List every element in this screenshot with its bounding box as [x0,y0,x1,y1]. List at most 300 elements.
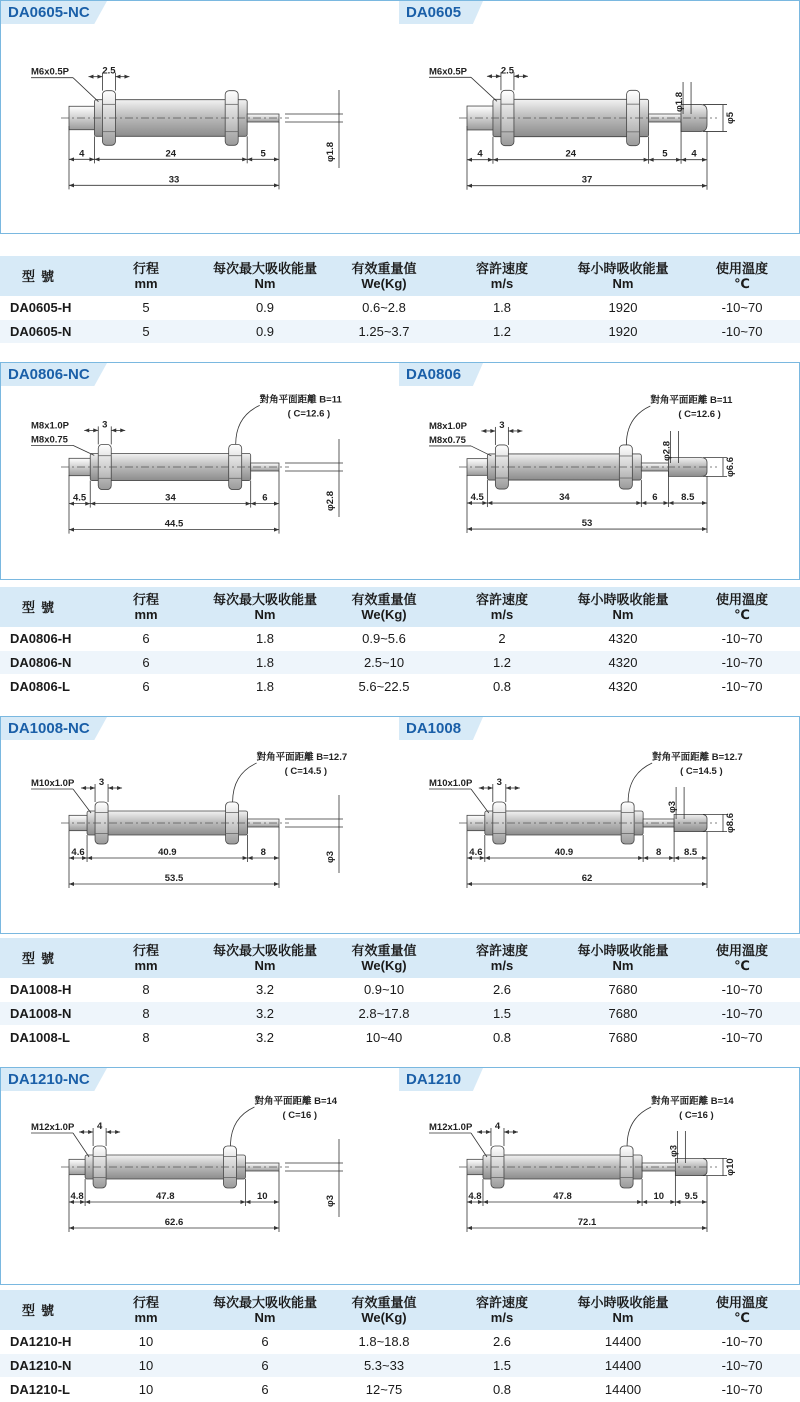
dim-d2-label: 40.9 [554,847,574,858]
rod-diameter-label: φ3 [667,800,679,814]
col-weight: 有效重量值 We(Kg) [326,938,442,978]
dim-d3-arrow-r [670,1200,675,1204]
model-title: DA1210-NC [8,1071,90,1088]
cell-energy: 6 [204,1330,326,1354]
cell-temp: -10~70 [684,627,800,651]
dim-total-label: 72.1 [577,1217,597,1228]
dim-total-label: 53 [581,518,593,530]
dim-d3-label: 5 [662,148,668,160]
dim-d2-arrow-l [94,157,99,161]
flat-distance-label: 對角平面距離 B=11 [650,394,733,406]
dim-total-arrow-r [702,527,707,531]
cell-energy: 3.2 [204,1026,326,1050]
model-title: DA0605 [406,4,462,21]
dim-d2-arrow-l [487,501,492,505]
dim-d1-label: 4.6 [71,847,85,858]
cell-model: DA0806-L [0,675,88,699]
dim-d3-label: 6 [262,492,268,504]
dim-d3-arrow-l [251,502,256,506]
tab-da1008-left [1,717,107,740]
cell-stroke: 10 [88,1378,204,1402]
table-row [0,675,800,699]
cell-stroke: 6 [88,675,204,699]
cell-temp: -10~70 [684,296,800,320]
col-model: 型號 [0,1290,88,1330]
dim-d4-arrow-r [702,158,707,162]
cell-temp: -10~70 [684,1330,800,1354]
cell-stroke: 10 [88,1330,204,1354]
dim-d3-arrow-r [274,856,279,860]
cell-stroke: 10 [88,1354,204,1378]
rod-diameter-label: φ1.8 [674,91,686,113]
nut-dim-l-arrow-l [79,1130,84,1134]
cell-model: DA1008-L [0,1026,88,1050]
dim-total-arrow-l [69,1226,74,1230]
dim-d4-arrow-l [681,158,686,162]
flat-c-label: ( C=16 ) [282,1110,318,1121]
thread-label: M10x1.0P [429,778,473,789]
cell-weight: 5.3~33 [326,1354,442,1378]
dim-total-label: 44.5 [164,518,184,530]
tab-da0806-right [399,363,483,386]
cell-temp: -10~70 [684,651,800,675]
absorber-da1210-left [31,1095,343,1232]
dim-d2-label: 47.8 [156,1191,175,1202]
drawing-panel-da0806 [0,362,800,580]
dim-total-arrow-r [274,528,279,532]
tab-da1008-right [399,717,483,740]
dim-d2-label: 24 [565,148,577,160]
flat-c-label: ( C=14.5 ) [284,766,328,777]
flat-leader [626,406,650,445]
col-energy: 每次最大吸收能量 Nm [204,256,326,296]
cell-temp: -10~70 [684,1354,800,1378]
absorber-da0806-right [429,394,736,533]
cell-speed: 2 [442,627,562,651]
dim-d3-arrow-r [274,1200,279,1204]
model-title: DA1008-NC [8,720,90,737]
table-row [0,1354,800,1378]
col-energy: 每次最大吸收能量 Nm [204,1290,326,1330]
cell-speed: 0.8 [442,1378,562,1402]
dim-total-arrow-r [702,184,707,188]
cell-temp: -10~70 [684,320,800,344]
cell-weight: 2.5~10 [326,651,442,675]
dim-d3-label: 10 [653,1191,665,1202]
dim-d3-arrow-l [247,157,252,161]
thread-leader [471,77,497,101]
thread-label: M8x1.0P [31,420,70,432]
nut-dim-r-arrow-r [115,1130,120,1134]
dim-d2-arrow-r [243,856,248,860]
thread-leader [73,789,91,813]
dim-d1-label: 4.6 [469,847,483,858]
cell-model: DA0806-N [0,651,88,675]
spec-table-da1210 [0,1290,800,1402]
col-hourly: 每小時吸收能量 Nm [562,938,684,978]
nut-dim-r-arrow-l [106,1130,111,1134]
col-temp: 使用溫度 ℃ [684,256,800,296]
nut-dim-l-arrow-l [481,429,486,433]
rod-diameter-label: φ1.8 [325,141,336,163]
nut-width-label: 2.5 [500,65,515,77]
cell-weight: 10~40 [326,1026,442,1050]
drawing-da0806 [1,363,799,579]
cell-energy: 1.8 [204,675,326,699]
dim-d3-label: 8 [260,847,266,858]
nut-dim-r-arrow-l [506,786,511,790]
absorber-da1210-right [429,1095,736,1232]
dim-d4-label: 8.5 [681,492,695,504]
table-header [0,587,800,627]
cell-weight: 0.9~10 [326,978,442,1002]
flat-distance-label: 對角平面距離 B=12.7 [256,752,348,763]
nut-width-label: 3 [499,419,505,431]
cell-speed: 1.5 [442,1002,562,1026]
cell-model: DA0605-H [0,296,88,320]
nut-dim-r-arrow-r [117,786,122,790]
cell-energy: 3.2 [204,978,326,1002]
tab-da1210-right [399,1068,483,1091]
col-speed: 容許速度 m/s [442,938,562,978]
thread-label: M12x1.0P [429,1122,473,1133]
cell-hourly: 1920 [562,296,684,320]
cell-weight: 2.8~17.8 [326,1002,442,1026]
model-title: DA0806 [406,366,462,383]
dim-d3-arrow-l [248,856,253,860]
col-temp: 使用溫度 ℃ [684,938,800,978]
table-header [0,938,800,978]
dim-total-arrow-l [69,528,74,532]
cell-temp: -10~70 [684,1378,800,1402]
nut-dim-l-arrow-r [490,429,495,433]
drawing-panel-da1008 [0,716,800,934]
thread-leader [73,1133,89,1157]
col-stroke: 行程 mm [88,938,204,978]
thread-leader [471,1133,487,1157]
cell-hourly: 7680 [562,1026,684,1050]
cell-model: DA0605-N [0,320,88,344]
cell-hourly: 4320 [562,675,684,699]
cell-model: DA1008-H [0,978,88,1002]
cell-weight: 0.9~5.6 [326,627,442,651]
absorber-da0605-right [429,65,736,189]
dim-d2-label: 24 [165,148,177,160]
dim-d4-arrow-r [702,856,707,860]
cell-energy: 1.8 [204,651,326,675]
flat-c-label: ( C=16 ) [679,1110,714,1121]
spec-table-da0806 [0,587,800,699]
cell-energy: 0.9 [204,320,326,344]
drawing-da1210 [1,1068,799,1284]
dim-d1-label: 4.8 [70,1191,84,1202]
table-row [0,978,800,1002]
cell-stroke: 5 [88,296,204,320]
cell-speed: 2.6 [442,978,562,1002]
col-speed: 容許速度 m/s [442,256,562,296]
col-speed: 容許速度 m/s [442,587,562,627]
dim-d3-arrow-r [664,501,669,505]
dim-total-arrow-l [467,184,472,188]
dim-d3-arrow-r [274,157,279,161]
dim-d3-label: 10 [256,1191,268,1202]
dim-d1-arrow-l [69,157,74,161]
nut-width-label: 4 [494,1121,501,1132]
nut-dim-l-arrow-r [88,1130,93,1134]
nut-width-label: 2.5 [102,65,116,77]
flat-leader [627,1107,651,1146]
col-stroke: 行程 mm [88,1290,204,1330]
table-row [0,296,800,320]
cell-model: DA1008-N [0,1002,88,1026]
dim-d1-arrow-l [467,158,472,162]
drawing-da1008 [1,717,799,933]
nut-dim-l-arrow-l [88,75,93,79]
nut-width-label: 3 [102,419,108,431]
cell-energy: 6 [204,1378,326,1402]
cell-hourly: 7680 [562,978,684,1002]
dim-d2-arrow-r [246,502,251,506]
nut-dim-l-arrow-r [90,786,95,790]
col-stroke: 行程 mm [88,587,204,627]
rod-diameter-label: φ3 [668,1144,680,1158]
cell-stroke: 6 [88,651,204,675]
col-speed: 容許速度 m/s [442,1290,562,1330]
nut-dim-r-arrow-l [514,74,519,78]
dim-d4-arrow-r [702,501,707,505]
cap-diameter-label: φ10 [725,1158,736,1176]
dim-d2-arrow-r [644,158,649,162]
nut-dim-r-arrow-l [508,429,513,433]
dim-total-label: 62.6 [164,1217,184,1228]
cell-model: DA1210-H [0,1330,88,1354]
dim-d3-arrow-r [669,856,674,860]
rod-diameter-label: φ2.8 [661,440,673,462]
tab-da0605-left [1,1,107,24]
spec-table-da0605 [0,256,800,344]
nut-dim-r-arrow-r [515,786,520,790]
col-temp: 使用溫度 ℃ [684,1290,800,1330]
cap-diameter-label: φ5 [725,111,736,125]
col-weight: 有效重量值 We(Kg) [326,1290,442,1330]
dim-d1-arrow-r [488,158,493,162]
cell-speed: 0.8 [442,1026,562,1050]
drawing-da0605 [1,1,799,233]
table-row [0,1026,800,1050]
model-title: DA0605-NC [8,4,90,21]
dim-d3-arrow-r [274,502,279,506]
cell-weight: 12~75 [326,1378,442,1402]
dim-total-label: 37 [581,174,593,186]
cell-hourly: 4320 [562,651,684,675]
col-energy: 每次最大吸收能量 Nm [204,587,326,627]
cell-weight: 0.6~2.8 [326,296,442,320]
table-row [0,1002,800,1026]
dim-total-arrow-l [69,882,74,886]
cell-stroke: 8 [88,978,204,1002]
nut-dim-r-arrow-l [111,428,116,432]
dim-d2-label: 47.8 [553,1191,572,1202]
cell-energy: 3.2 [204,1002,326,1026]
cell-stroke: 8 [88,1002,204,1026]
rod-diameter-label: φ3 [325,850,336,864]
dim-d2-arrow-r [636,501,641,505]
col-temp: 使用溫度 ℃ [684,587,800,627]
cell-temp: -10~70 [684,675,800,699]
dim-d1-label: 4.5 [470,492,484,504]
table-header [0,1290,800,1330]
cap-diameter-label: φ8.6 [725,812,736,834]
nut-dim-l-arrow-l [81,786,86,790]
dim-d4-label: 4 [691,148,697,160]
cell-speed: 0.8 [442,675,562,699]
cell-model: DA1210-L [0,1378,88,1402]
dim-d1-label: 4 [477,148,483,160]
nut-dim-l-arrow-r [488,786,493,790]
cell-stroke: 8 [88,1026,204,1050]
thread-leader [73,445,94,455]
cell-model: DA1210-N [0,1354,88,1378]
dim-d1-label: 4.5 [73,492,87,504]
table-row [0,627,800,651]
flat-leader [628,763,652,802]
dim-total-arrow-l [467,1226,472,1230]
model-title: DA1008 [406,720,462,737]
dim-d3-arrow-l [641,501,646,505]
nut-width-label: 3 [496,777,502,788]
nut-dim-r-arrow-r [124,75,129,79]
dim-total-arrow-l [69,183,74,187]
flat-leader [236,405,260,444]
cell-energy: 6 [204,1354,326,1378]
dim-d2-arrow-l [483,1200,488,1204]
rod-diameter-label: φ2.8 [325,490,336,512]
cell-temp: -10~70 [684,1026,800,1050]
nut-dim-l-arrow-r [486,1130,491,1134]
nut-dim-r-arrow-l [504,1130,509,1134]
dim-d3-arrow-l [643,856,648,860]
cell-hourly: 7680 [562,1002,684,1026]
dim-total-label: 33 [168,174,180,186]
dim-d4-label: 8.5 [683,847,698,858]
tab-da1210-left [1,1068,107,1091]
col-weight: 有效重量值 We(Kg) [326,256,442,296]
flat-c-label: ( C=12.6 ) [678,408,721,420]
cell-speed: 1.8 [442,296,562,320]
dim-d2-arrow-r [240,1200,245,1204]
absorber-da0605-left [31,66,343,190]
drawing-panel-da1210 [0,1067,800,1285]
cell-hourly: 14400 [562,1354,684,1378]
drawing-panel-da0605 [0,0,800,234]
col-hourly: 每小時吸收能量 Nm [562,587,684,627]
col-stroke: 行程 mm [88,256,204,296]
nut-dim-r-arrow-r [517,429,522,433]
dim-d1-arrow-r [89,157,94,161]
dim-d4-arrow-l [674,856,679,860]
cap-diameter-label: φ6.6 [725,456,736,478]
cell-stroke: 6 [88,627,204,651]
table-row [0,1330,800,1354]
cell-speed: 1.5 [442,1354,562,1378]
cell-model: DA0806-H [0,627,88,651]
rod-diameter-label: φ3 [325,1194,336,1208]
nut-dim-l-arrow-l [84,428,89,432]
dim-d4-arrow-r [702,1200,707,1204]
nut-dim-l-arrow-l [477,1130,482,1134]
col-energy: 每次最大吸收能量 Nm [204,938,326,978]
cell-temp: -10~70 [684,978,800,1002]
col-hourly: 每小時吸收能量 Nm [562,1290,684,1330]
dim-d2-arrow-l [485,856,490,860]
cell-weight: 5.6~22.5 [326,675,442,699]
dim-total-arrow-r [702,882,707,886]
dim-d2-arrow-l [87,856,92,860]
cell-hourly: 1920 [562,320,684,344]
col-model: 型號 [0,587,88,627]
dim-d1-label: 4.8 [468,1191,482,1202]
dim-d4-arrow-l [669,501,674,505]
cell-energy: 1.8 [204,627,326,651]
cell-hourly: 4320 [562,627,684,651]
dim-total-label: 62 [581,873,593,884]
table-header [0,256,800,296]
col-weight: 有效重量值 We(Kg) [326,587,442,627]
cell-energy: 0.9 [204,296,326,320]
flat-c-label: ( C=12.6 ) [287,408,331,420]
cell-stroke: 5 [88,320,204,344]
cell-temp: -10~70 [684,1002,800,1026]
dim-d2-arrow-l [90,502,95,506]
dim-total-arrow-r [274,882,279,886]
dim-d2-label: 34 [165,492,176,504]
tab-da0806-left [1,363,107,386]
thread-label-2: M8x0.75 [31,434,68,446]
dim-d3-label: 8 [655,847,662,858]
cell-hourly: 14400 [562,1330,684,1354]
thread-leader [73,78,98,102]
cell-speed: 1.2 [442,320,562,344]
thread-label-2: M8x0.75 [429,434,466,446]
dim-total-arrow-l [467,527,472,531]
cell-hourly: 14400 [562,1378,684,1402]
cell-weight: 1.25~3.7 [326,320,442,344]
dim-d2-label: 34 [559,492,570,504]
thread-leader [471,789,489,813]
nut-dim-r-arrow-r [120,428,125,432]
cell-speed: 2.6 [442,1330,562,1354]
cell-speed: 1.2 [442,651,562,675]
spec-table-da1008 [0,938,800,1050]
dim-d3-arrow-l [649,158,654,162]
dim-d2-arrow-r [242,157,247,161]
flat-leader [233,763,257,802]
table-row [0,651,800,675]
nut-width-label: 3 [98,777,105,788]
thread-leader [471,446,491,456]
col-model: 型號 [0,938,88,978]
nut-dim-l-arrow-r [93,428,98,432]
nut-dim-r-arrow-l [115,75,120,79]
flat-c-label: ( C=14.5 ) [680,766,723,777]
table-row [0,320,800,344]
model-title: DA0806-NC [8,366,90,383]
dim-d3-arrow-l [245,1200,250,1204]
dim-total-arrow-l [467,882,472,886]
thread-label: M6x0.5P [429,66,468,78]
tab-da0605-right [399,1,483,24]
thread-label: M12x1.0P [31,1122,75,1133]
